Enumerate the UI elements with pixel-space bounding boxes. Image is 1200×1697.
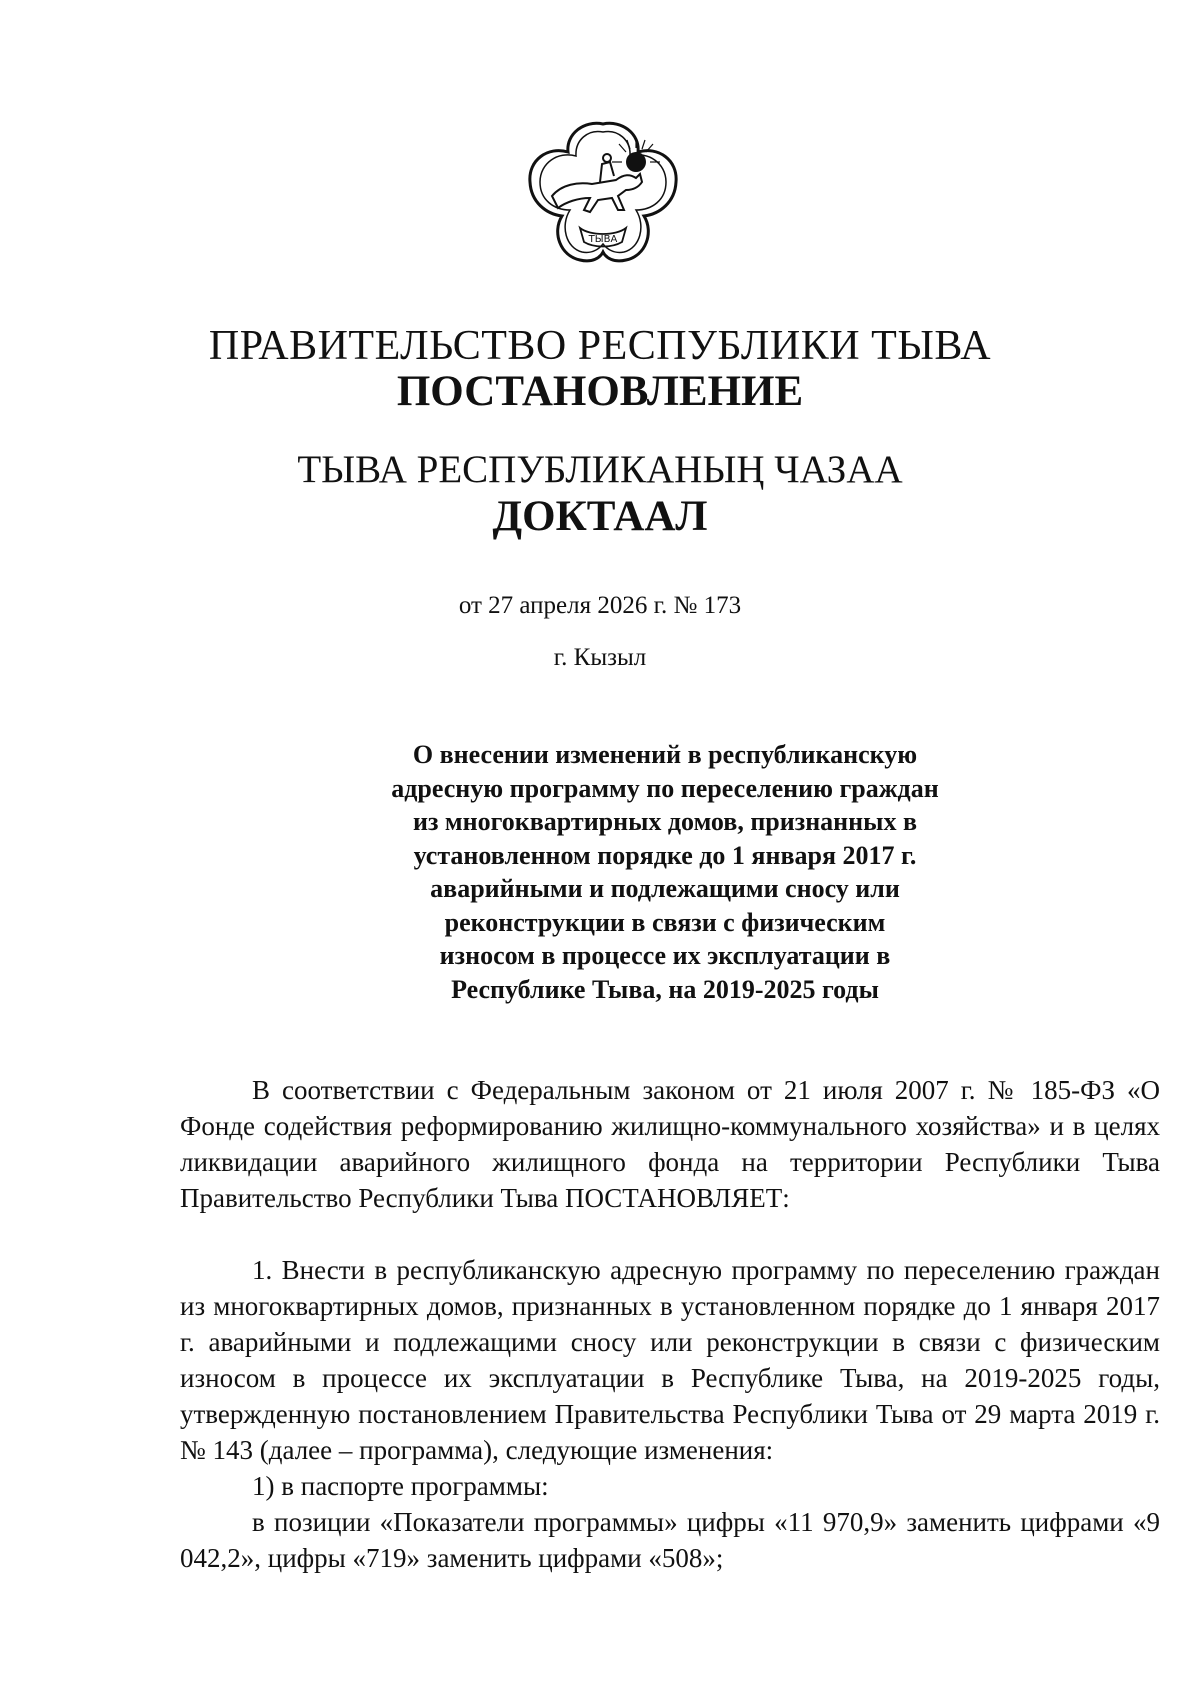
subject-line: из многоквартирных домов, признанных в xyxy=(413,807,917,836)
document-city: г. Кызыл xyxy=(553,644,647,671)
preamble-paragraph: В соответствии с Федеральным законом от 21 июля 2007 г. № 185-ФЗ «О Фонде содействия реформированию жилищно-коммунального хозяйства» и в целях ликвидации аварийного жилищного фонда на территории Республики Тыва Правительство Республики Тыва ПОСТАНОВЛЯЕТ: xyxy=(180,1075,1160,1213)
subject-line: установленном порядке до 1 января 2017 г. xyxy=(413,840,917,870)
tuva-coat-of-arms-icon xyxy=(518,118,688,268)
government-title-ru: ПРАВИТЕЛЬСТВО РЕСПУБЛИКИ ТЫВА xyxy=(208,323,992,369)
document-body xyxy=(180,1072,1160,1576)
document-type-tv: ДОКТААЛ xyxy=(492,493,708,540)
subject-line: О внесении изменений в республиканскую xyxy=(412,740,918,769)
coat-of-arms-emblem xyxy=(518,118,688,268)
document-date-number: от 27 апреля 2026 г. № 173 xyxy=(458,592,742,619)
document-subject xyxy=(355,738,975,1006)
item-1-1-text-paragraph: в позиции «Показатели программы» цифры «11 970,9» заменить цифрами «9 042,2», цифры «719» заменить цифрами «508»; xyxy=(180,1507,1160,1573)
document-type-ru: ПОСТАНОВЛЕНИЕ xyxy=(396,368,804,415)
subject-line: адресную программу по переселению граждан xyxy=(391,773,939,803)
subject-line: износом в процессе их эксплуатации в xyxy=(439,941,891,970)
subject-line: аварийными и подлежащими сносу или xyxy=(430,874,900,903)
government-title-tv: ТЫВА РЕСПУБЛИКАНЫҢ ЧАЗАА xyxy=(297,448,903,491)
subject-line: реконструкции в связи с физическим xyxy=(444,907,886,937)
item-1-1-paragraph: 1) в паспорте программы: xyxy=(252,1471,549,1501)
subject-line: Республике Тыва, на 2019-2025 годы xyxy=(451,974,879,1004)
item-1-paragraph: 1. Внести в республиканскую адресную программу по переселению граждан из многоквартирных домов, признанных в установленном порядке до 1 января 2017 г. аварийными и подлежащими сносу или реконструкции в связи с физическим износом в процессе их эксплуатации в Республике Тыва, на 2019-2025 годы, утвержденную постановлением Правительства Республики Тыва от 29 марта 2019 г. № 143 (далее – программа), следующие изменения: xyxy=(180,1255,1160,1465)
svg-text:ТЫВА: ТЫВА xyxy=(588,234,618,245)
